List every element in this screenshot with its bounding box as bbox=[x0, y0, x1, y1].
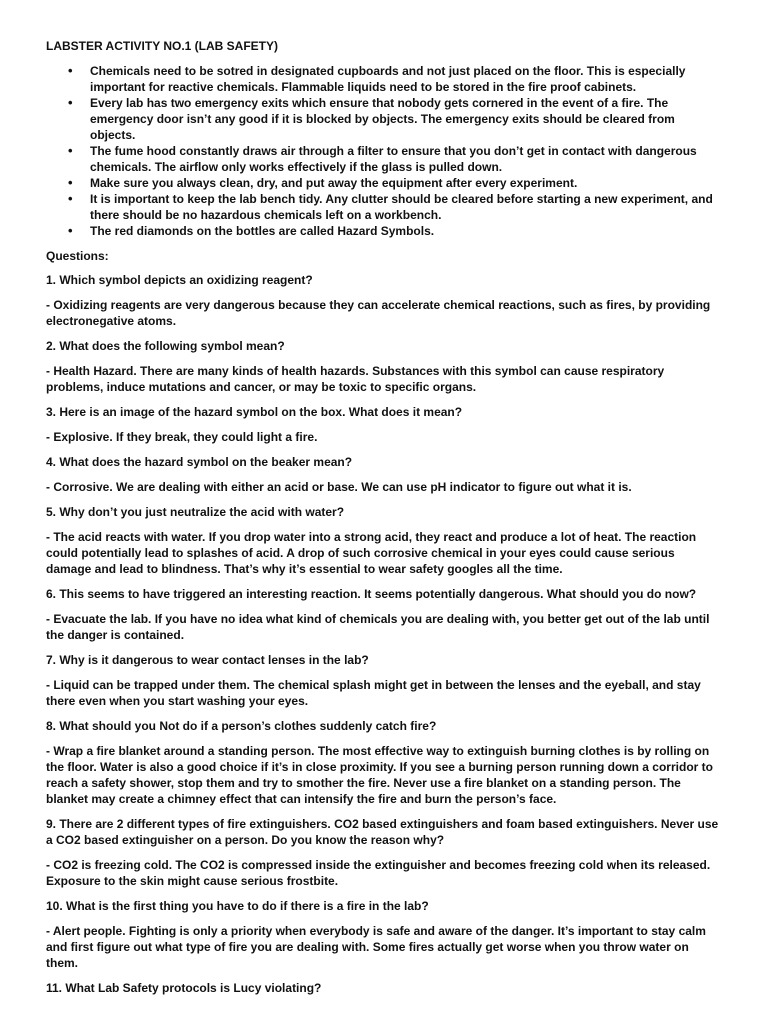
list-item: • The fume hood constantly draws air through a filter to ensure that you don’t get in contact with dangerous chemicals. The airflow only works effectively if the glass is pulled down. bbox=[90, 143, 722, 175]
question-text: 2. What does the following symbol mean? bbox=[46, 339, 285, 353]
list-item: • Every lab has two emergency exits which ensure that nobody gets cornered in the event of a fire. The emergency door isn’t any good if it is blocked by objects. The emergency exits should be cleared from objects. bbox=[90, 95, 722, 143]
safety-rules-list bbox=[46, 63, 722, 239]
list-item: • The red diamonds on the bottles are called Hazard Symbols. bbox=[90, 223, 722, 239]
list-item: • It is important to keep the lab bench tidy. Any clutter should be cleared before starting a new experiment, and there should be no hazardous chemicals left on a workbench. bbox=[90, 191, 722, 223]
list-item: • Make sure you always clean, dry, and put away the equipment after every experiment. bbox=[90, 175, 722, 191]
question-text: 6. This seems to have triggered an interesting reaction. It seems potentially dangerous. What should you do now? bbox=[46, 587, 697, 601]
answer-text: - The acid reacts with water. If you drop water into a strong acid, they react and produce a lot of heat. The reaction could potentially lead to splashes of acid. A drop of such corrosive chemical in your eyes could cause serious damage and lead to blindness. That’s why it’s essential to wear safety googles all the time. bbox=[46, 530, 697, 576]
question-text: 1. Which symbol depicts an oxidizing reagent? bbox=[46, 273, 313, 287]
question-text: 8. What should you Not do if a person’s clothes suddenly catch fire? bbox=[46, 719, 437, 733]
answer-text: - Wrap a fire blanket around a standing person. The most effective way to extinguish burning clothes is by rolling on the floor. Water is also a good choice if it’s in close proximity. If you see a burning person running down a corridor to reach a safety shower, stop them and try to smother the fire. Never use a fire blanket on a standing person. The blanket may create a chimney effect that can intensify the fire and burn the person’s face. bbox=[46, 744, 713, 806]
answer-text: - Corrosive. We are dealing with either an acid or base. We can use pH indicator to figure out what it is. bbox=[46, 480, 632, 494]
answer-text: - Alert people. Fighting is only a priority when everybody is safe and aware of the danger. It’s important to stay calm and first figure out what type of fire you are dealing with. Some fires actually get worse when you throw water on them. bbox=[46, 924, 706, 970]
question-text: 9. There are 2 different types of fire extinguishers. CO2 based extinguishers and foam based extinguishers. Never use a CO2 based extinguisher on a person. Do you know the reason why? bbox=[46, 817, 719, 847]
answer-text: - Oxidizing reagents are very dangerous because they can accelerate chemical reactions, such as fires, by providing electronegative atoms. bbox=[46, 298, 711, 328]
answer-text: - Evacuate the lab. If you have no idea what kind of chemicals you are dealing with, you better get out of the lab until the danger is contained. bbox=[46, 612, 710, 642]
question-text: 5. Why don’t you just neutralize the acid with water? bbox=[46, 505, 345, 519]
list-item: • Chemicals need to be sotred in designated cupboards and not just placed on the floor. This is especially important for reactive chemicals. Flammable liquids need to be stored in the fire proof cabinets. bbox=[90, 63, 722, 95]
questions-heading: Questions: bbox=[46, 249, 109, 263]
answer-text: - CO2 is freezing cold. The CO2 is compressed inside the extinguisher and becomes freezing cold when its released. Exposure to the skin might cause serious frostbite. bbox=[46, 858, 711, 888]
answer-text: - Liquid can be trapped under them. The chemical splash might get in between the lenses and the eyeball, and stay there even when you start washing your eyes. bbox=[46, 678, 701, 708]
answer-text: - Explosive. If they break, they could light a fire. bbox=[46, 430, 318, 444]
document-title: LABSTER ACTIVITY NO.1 (LAB SAFETY) bbox=[46, 39, 279, 53]
question-text: 10. What is the first thing you have to do if there is a fire in the lab? bbox=[46, 899, 429, 913]
questions-section bbox=[46, 272, 722, 996]
answer-text: - Health Hazard. There are many kinds of health hazards. Substances with this symbol can cause respiratory problems, induce mutations and cancer, or may be toxic to specific organs. bbox=[46, 364, 665, 394]
question-text: 7. Why is it dangerous to wear contact lenses in the lab? bbox=[46, 653, 369, 667]
question-text: 3. Here is an image of the hazard symbol on the box. What does it mean? bbox=[46, 405, 463, 419]
question-text: 11. What Lab Safety protocols is Lucy violating? bbox=[46, 981, 322, 995]
question-text: 4. What does the hazard symbol on the beaker mean? bbox=[46, 455, 353, 469]
